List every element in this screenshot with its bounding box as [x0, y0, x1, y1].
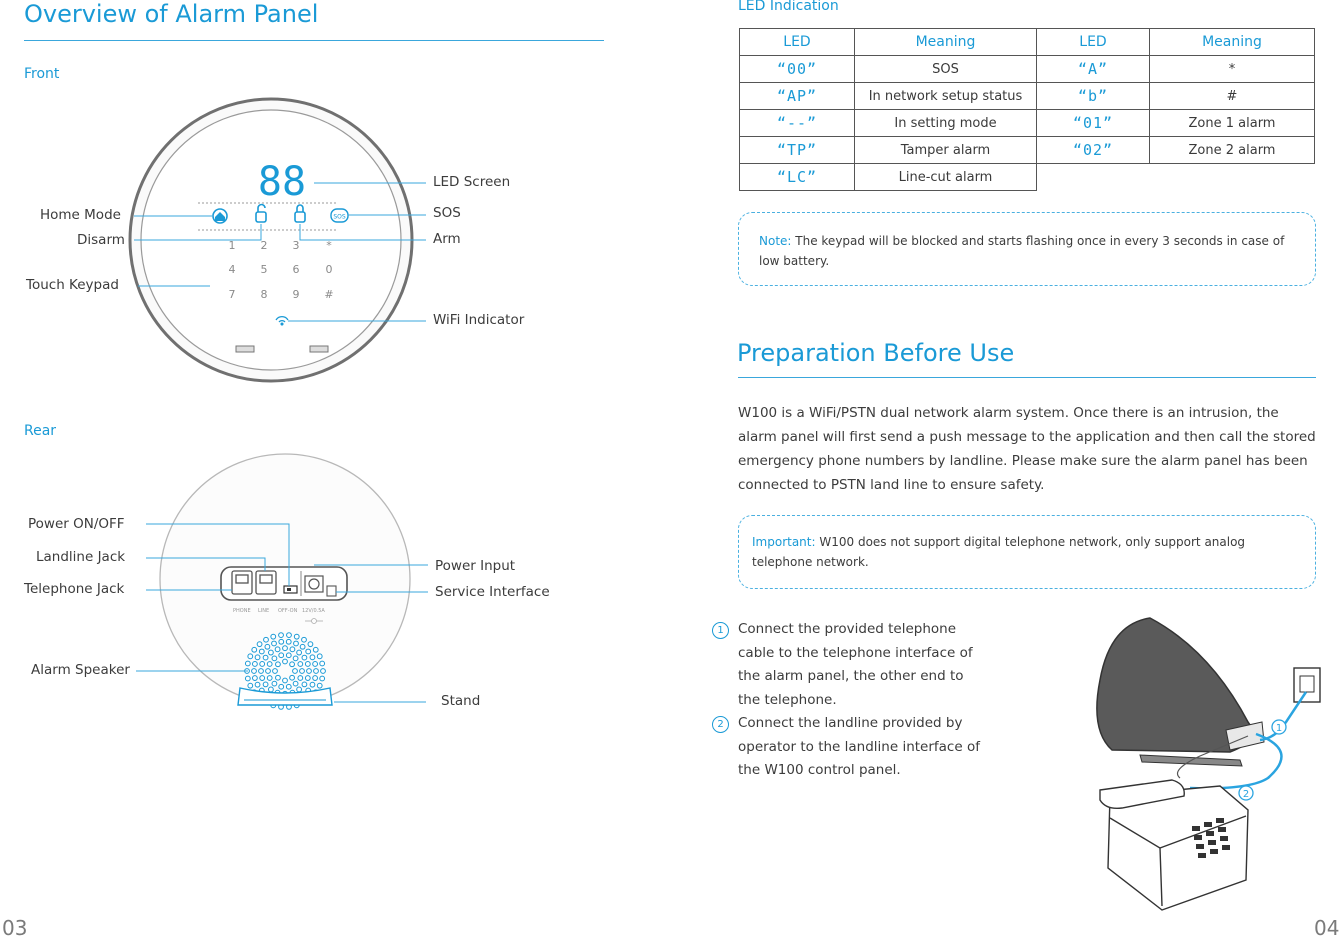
callout-touch-keypad: Touch Keypad: [26, 277, 119, 293]
important-label: Important:: [752, 535, 816, 549]
callout-stand: Stand: [441, 693, 481, 709]
keypad-key: 0: [325, 263, 333, 276]
table-header: Meaning: [855, 29, 1037, 56]
callout-sos: SOS: [433, 205, 461, 221]
keypad-key: 6: [292, 263, 300, 276]
note-label: Note:: [759, 234, 792, 248]
led-meaning: *: [1150, 56, 1315, 83]
led-meaning: Line-cut alarm: [855, 164, 1037, 191]
callout-led-screen: LED Screen: [433, 174, 511, 190]
callout-telephone-jack: Telephone Jack: [24, 581, 125, 597]
led-indication-title: LED Indication: [738, 0, 839, 14]
callout-power-switch: Power ON/OFF: [28, 516, 125, 532]
table-header: Meaning: [1150, 29, 1315, 56]
callout-disarm: Disarm: [77, 232, 125, 248]
table-row: [740, 110, 1315, 137]
step-number: 2: [712, 716, 729, 733]
port-label: PHONE: [233, 608, 251, 614]
callout-service-interface: Service Interface: [435, 584, 550, 600]
port-label: LINE: [258, 608, 270, 614]
svg-text:1: 1: [1275, 723, 1283, 734]
led-meaning: In network setup status: [855, 83, 1037, 110]
led-meaning: Zone 1 alarm: [1150, 110, 1315, 137]
led-meaning: Zone 2 alarm: [1150, 137, 1315, 164]
note-text-block: [759, 231, 1304, 271]
table-header-row: [740, 29, 1315, 56]
empty-cell: [1037, 164, 1150, 191]
callout-landline-jack: Landline Jack: [36, 549, 126, 565]
callout-wifi-indicator: WiFi Indicator: [433, 312, 525, 328]
important-text: W100 does not support digital telephone network, only support analog telephone network.: [752, 535, 1246, 569]
keypad-key: 9: [292, 288, 300, 301]
callout-alarm-speaker: Alarm Speaker: [31, 662, 130, 678]
sos-key-label: SOS: [333, 213, 346, 221]
step-text: Connect the provided telephone cable to the telephone interface of the alarm panel, the other end to the telephone.: [738, 621, 973, 708]
callout-home-mode: Home Mode: [40, 207, 121, 223]
led-meaning: Tamper alarm: [855, 137, 1037, 164]
table-row: [740, 83, 1315, 110]
page-title: Overview of Alarm Panel: [24, 0, 319, 28]
important-box: [738, 515, 1316, 589]
table-row: [740, 164, 1315, 191]
led-code: “02”: [1037, 137, 1150, 164]
preparation-divider: [738, 377, 1316, 378]
keypad-key: 5: [260, 263, 268, 276]
led-code: “TP”: [740, 137, 855, 164]
rear-section-label: Rear: [24, 423, 57, 439]
led-meaning: In setting mode: [855, 110, 1037, 137]
keypad-key: *: [326, 239, 332, 252]
preparation-body: W100 is a WiFi/PSTN dual network alarm system. Once there is an intrusion, the alarm panel will first send a push message to the application and then call the stored emergency phone numbers by landline. Please make sure the alarm panel has been connected to PSTN land line to ensure safety.: [738, 405, 1316, 493]
led-meaning: #: [1150, 83, 1315, 110]
keypad-key: 7: [228, 288, 236, 301]
page-number-left: 03: [2, 916, 28, 940]
landline-jack: [256, 571, 276, 594]
table-header: LED: [740, 29, 855, 56]
installation-illustration: [1050, 610, 1340, 920]
telephone-jack: [232, 571, 252, 594]
led-table: [739, 28, 1315, 191]
port-label: 12V/0.5A: [302, 608, 325, 614]
led-code: “b”: [1037, 83, 1150, 110]
empty-cell: [1150, 164, 1315, 191]
callout-arm: Arm: [433, 231, 461, 247]
step-number: 1: [712, 622, 729, 639]
home-mode-icon: [213, 209, 227, 223]
table-row: [740, 56, 1315, 83]
page-number-right: 04: [1314, 916, 1340, 940]
preparation-title: Preparation Before Use: [737, 339, 1015, 367]
svg-text:2: 2: [1242, 789, 1250, 800]
note-box: [738, 212, 1316, 286]
led-meaning: SOS: [855, 56, 1037, 83]
keypad-key: 4: [228, 263, 236, 276]
table-header: LED: [1037, 29, 1150, 56]
step-text: Connect the landline provided by operator to the landline interface of the W100 control panel.: [738, 715, 980, 778]
led-code: “A”: [1037, 56, 1150, 83]
front-section-label: Front: [24, 66, 60, 82]
led-code: “01”: [1037, 110, 1150, 137]
table-row: [740, 137, 1315, 164]
keypad-key: 2: [260, 239, 268, 252]
led-code: “--”: [740, 110, 855, 137]
callout-power-input: Power Input: [435, 558, 516, 574]
service-interface: [327, 586, 336, 596]
led-code: “AP”: [740, 83, 855, 110]
important-text-block: [752, 532, 1307, 572]
keypad-key: 1: [228, 239, 236, 252]
port-label: OFF-ON: [278, 608, 298, 614]
keypad-key: #: [324, 288, 334, 301]
led-code: “00”: [740, 56, 855, 83]
note-text: The keypad will be blocked and starts flashing once in every 3 seconds in case of low battery.: [759, 234, 1285, 268]
led-screen-digits: 88: [257, 159, 307, 205]
keypad-key: 3: [292, 239, 300, 252]
led-code: “LC”: [740, 164, 855, 191]
keypad-key: 8: [260, 288, 268, 301]
